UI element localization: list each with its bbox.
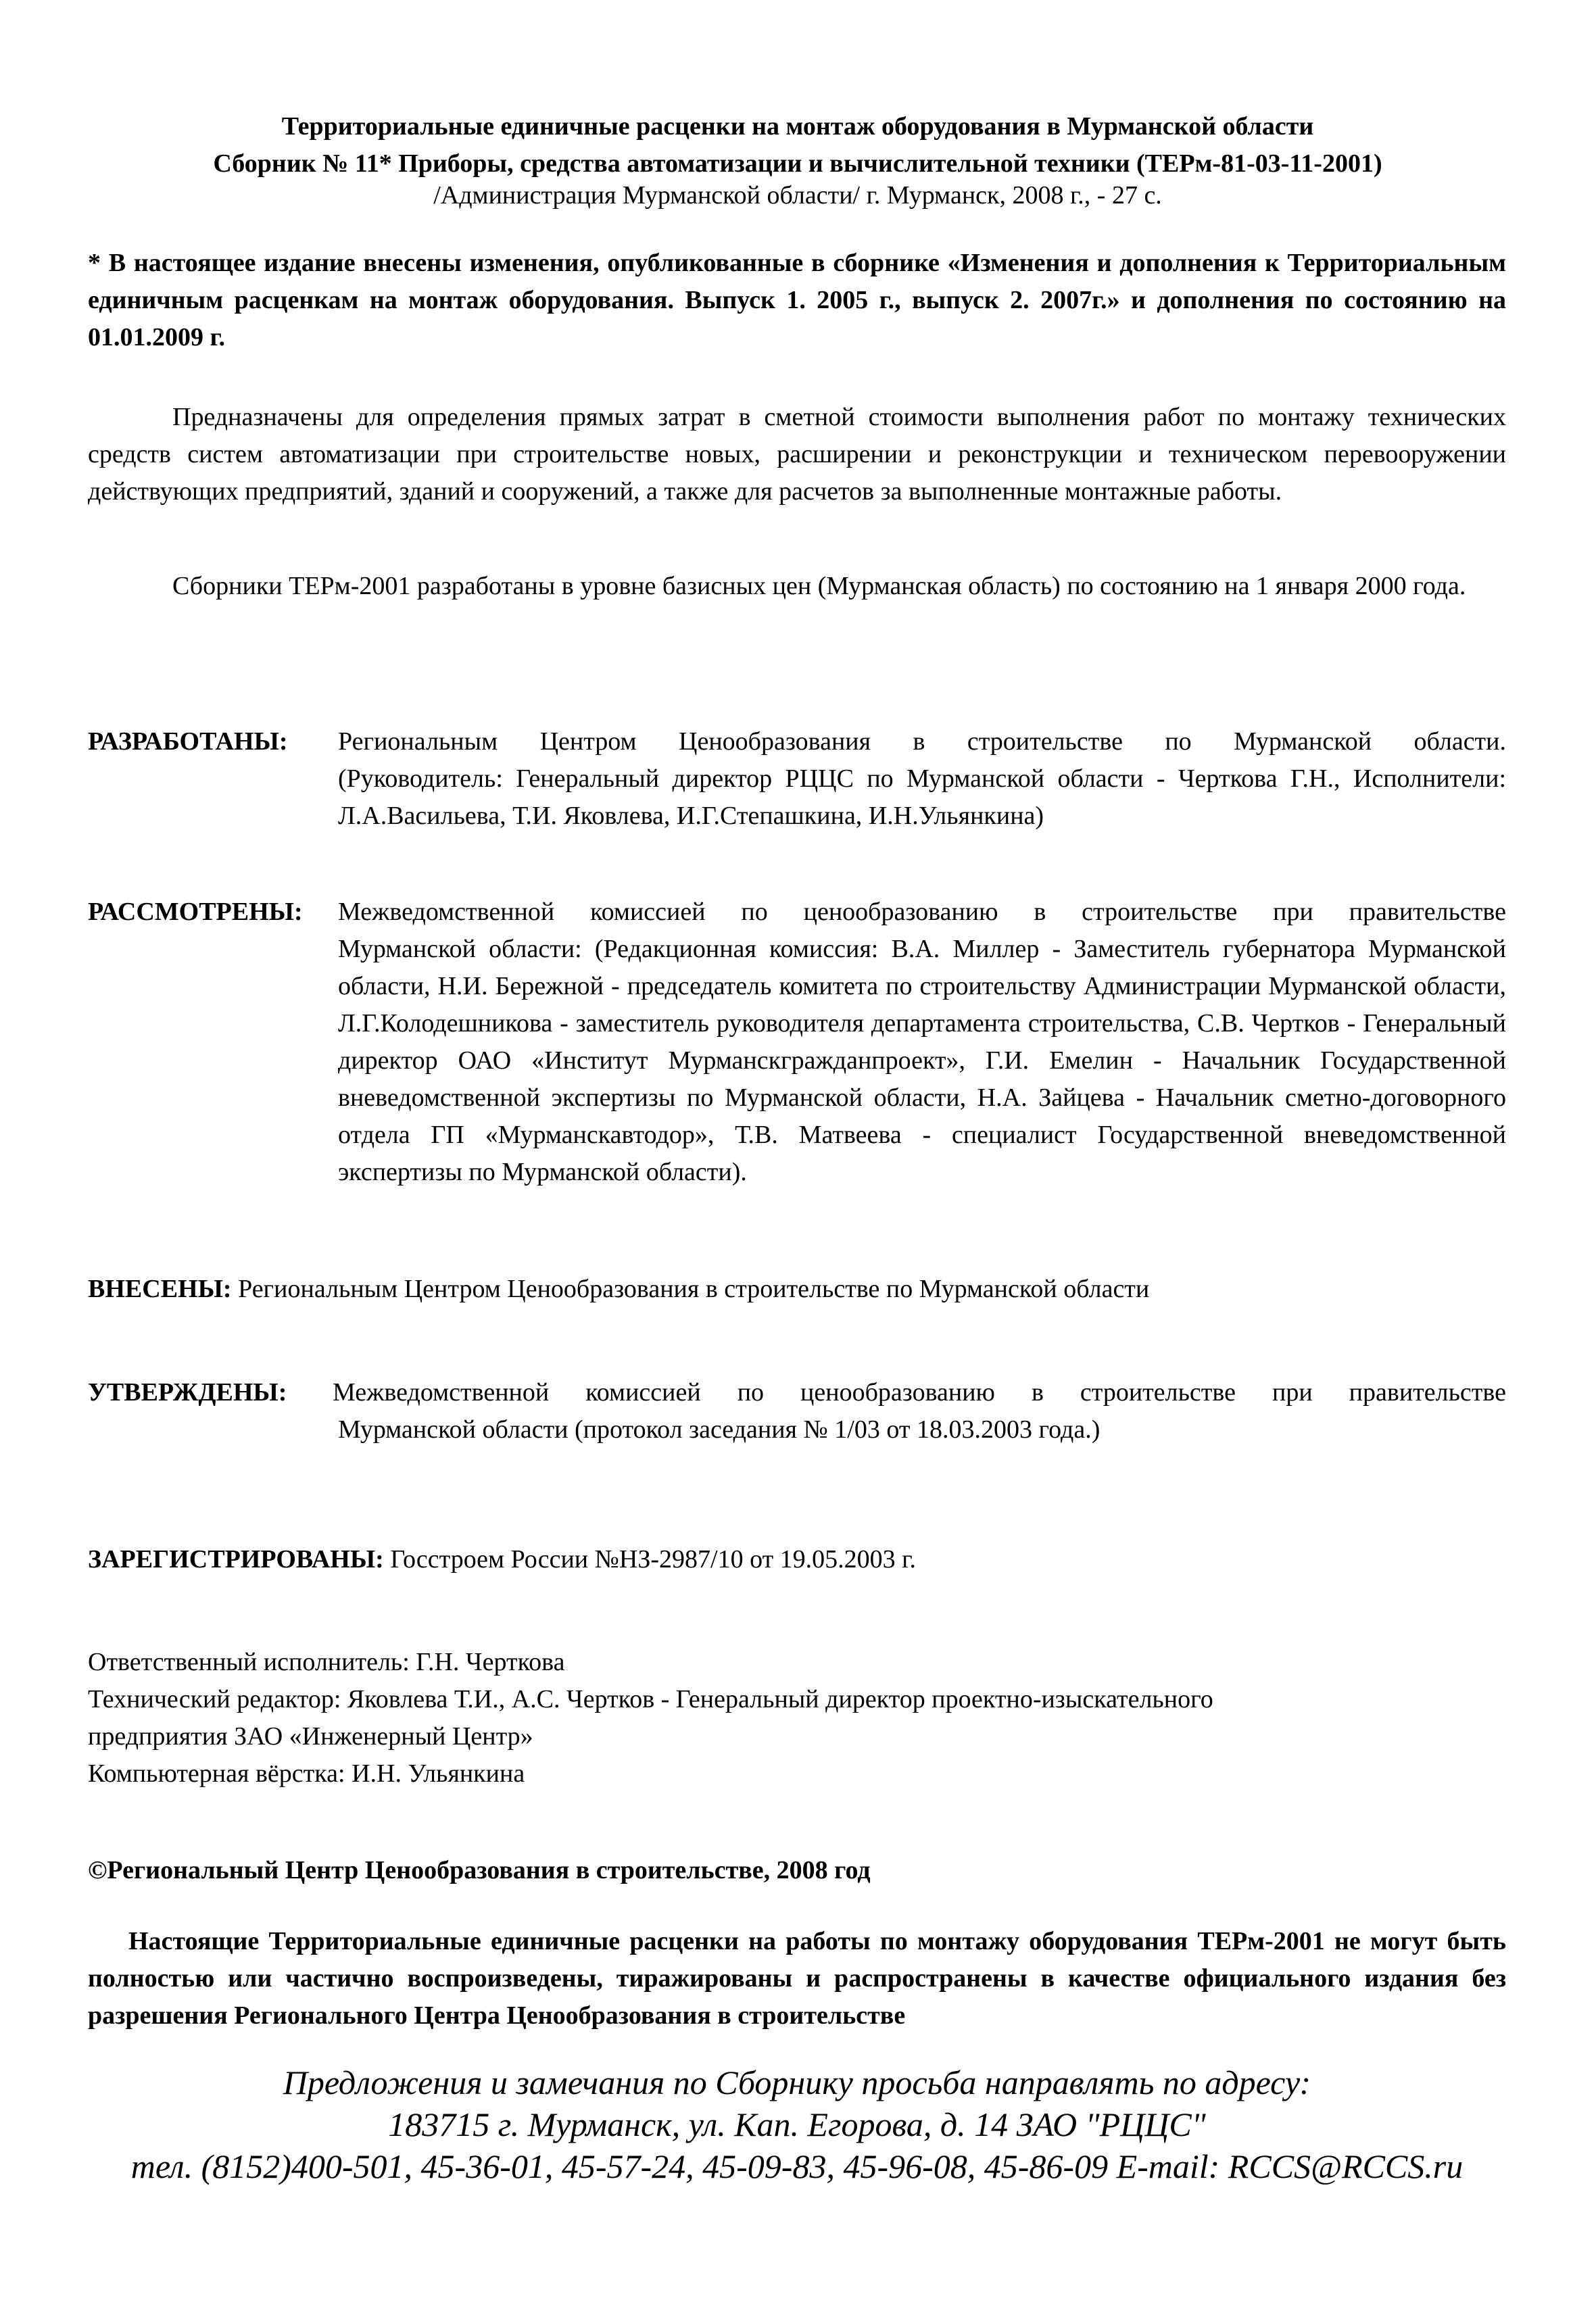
technical-editor-continued: предприятия ЗАО «Инженерный Центр» <box>88 1722 533 1751</box>
contact-address: 183715 г. Мурманск, ул. Кап. Егорова, д. 14 ЗАО "РЦЦС" <box>388 2105 1206 2143</box>
introduced-line <box>88 1271 1149 1308</box>
header-publisher: /Администрация Мурманской области/ г. Мурманск, 2008 г., - 27 с. <box>433 181 1162 210</box>
registered-label: ЗАРЕГИСТРИРОВАНЫ: <box>88 1545 384 1574</box>
technical-editor: Технический редактор: Яковлева Т.И., А.С. Чертков - Генеральный директор проектно-изыскательного <box>88 1685 1213 1713</box>
responsible-executor: Ответственный исполнитель: Г.Н. Черткова <box>88 1648 565 1676</box>
rights-notice: Настоящие Территориальные единичные расценки на работы по монтажу оборудования ТЕРм-2001 не могут быть полностью или частично воспроизведены, тиражированы и распространены в качестве официального издания без разрешения Регионального Центра Ценообразования в строительстве <box>88 1927 1506 2030</box>
edition-notice: * В настоящее издание внесены изменения, опубликованные в сборнике «Изменения и дополнения к Территориальным единичным расценкам на монтаж оборудования. Выпуск 1. 2005 г., выпуск 2. 2007г.» и дополнения по состоянию на 01.01.2009 г. <box>88 249 1506 351</box>
layout-credit: Компьютерная вёрстка: И.Н. Ульянкина <box>88 1759 525 1788</box>
header-title: Территориальные единичные расценки на монтаж оборудования в Мурманской области <box>281 112 1314 141</box>
registered-text: Госстроем России №НЗ-2987/10 от 19.05.2003 г. <box>390 1545 916 1574</box>
introduced-text: Региональным Центром Ценообразования в строительстве по Мурманской области <box>238 1275 1150 1303</box>
approved-details: Мурманской области (протокол заседания № 1/03 от 18.03.2003 года.) <box>338 1415 1101 1444</box>
developed-details: (Руководитель: Генеральный директор РЦЦС по Мурманской области - Черткова Г.Н., Исполнители: Л.А.Васильева, Т.И. Яковлева, И.Г.Степашкина, И.Н.Ульянкина) <box>338 764 1506 830</box>
contact-request: Предложения и замечания по Сборнику просьба направлять по адресу: <box>283 2064 1311 2101</box>
developed-first-line: Региональным Центром Ценообразования в строительстве по Мурманской области. <box>338 727 1506 756</box>
reviewed-details: Мурманской области: (Редакционная комиссия: В.А. Миллер - Заместитель губернатора Мурманской области, Н.И. Бережной - председатель комитета по строительству Администрации Мурманской области, Л.Г.Колодешникова - заместитель руководителя департамента строительства, С.В. Чертков - Генеральный директор ОАО «Институт Мурманскгражданпроект», Г.И. Емелин - Начальник Государственной вневедомственной экспертизы по Мурманской области, Н.А. Зайцева - Начальник сметно-договорного отдела ГП «Мурманскавтодор», Т.В. Матвеева - специалист Государственной вневедомственной экспертизы по Мурманской области). <box>338 935 1506 1186</box>
developed-label: РАЗРАБОТАНЫ: <box>88 727 288 756</box>
approved-label: УТВЕРЖДЕНЫ: <box>88 1378 287 1407</box>
contact-phones-email: тел. (8152)400-501, 45-36-01, 45-57-24, 45-09-83, 45-96-08, 45-86-09 E-mail: RCCS@RCCS.ru <box>130 2147 1464 2185</box>
purpose-paragraph: Предназначены для определения прямых затрат в сметной стоимости выполнения работ по монтажу технических средств систем автоматизации при строительстве новых, расширении и реконструкции и техническом перевооружении действующих предприятий, зданий и сооружений, а также для расчетов за выполненные монтажные работы. <box>88 403 1506 506</box>
approved-first-line: Межведомственной комиссией по ценообразованию в строительстве при правительстве <box>333 1378 1506 1407</box>
credits-block <box>88 1644 1506 1793</box>
price-basis-paragraph: Сборники ТЕРм-2001 разработаны в уровне базисных цен (Мурманская область) по состоянию на 1 января 2000 года. <box>172 572 1466 600</box>
registered-line <box>88 1541 916 1578</box>
introduced-label: ВНЕСЕНЫ: <box>88 1275 232 1303</box>
header-collection: Сборник № 11* Приборы, средства автоматизации и вычислительной техники (ТЕРм-81-03-11-2001) <box>213 149 1382 178</box>
copyright-line: ©Региональный Центр Ценообразования в строительстве, 2008 год <box>88 1856 871 1884</box>
reviewed-label: РАССМОТРЕНЫ: <box>88 898 303 926</box>
reviewed-first-line: Межведомственной комиссией по ценообразованию в строительстве при правительстве <box>338 898 1506 926</box>
document-header <box>88 108 1507 182</box>
contact-block <box>88 2062 1506 2187</box>
